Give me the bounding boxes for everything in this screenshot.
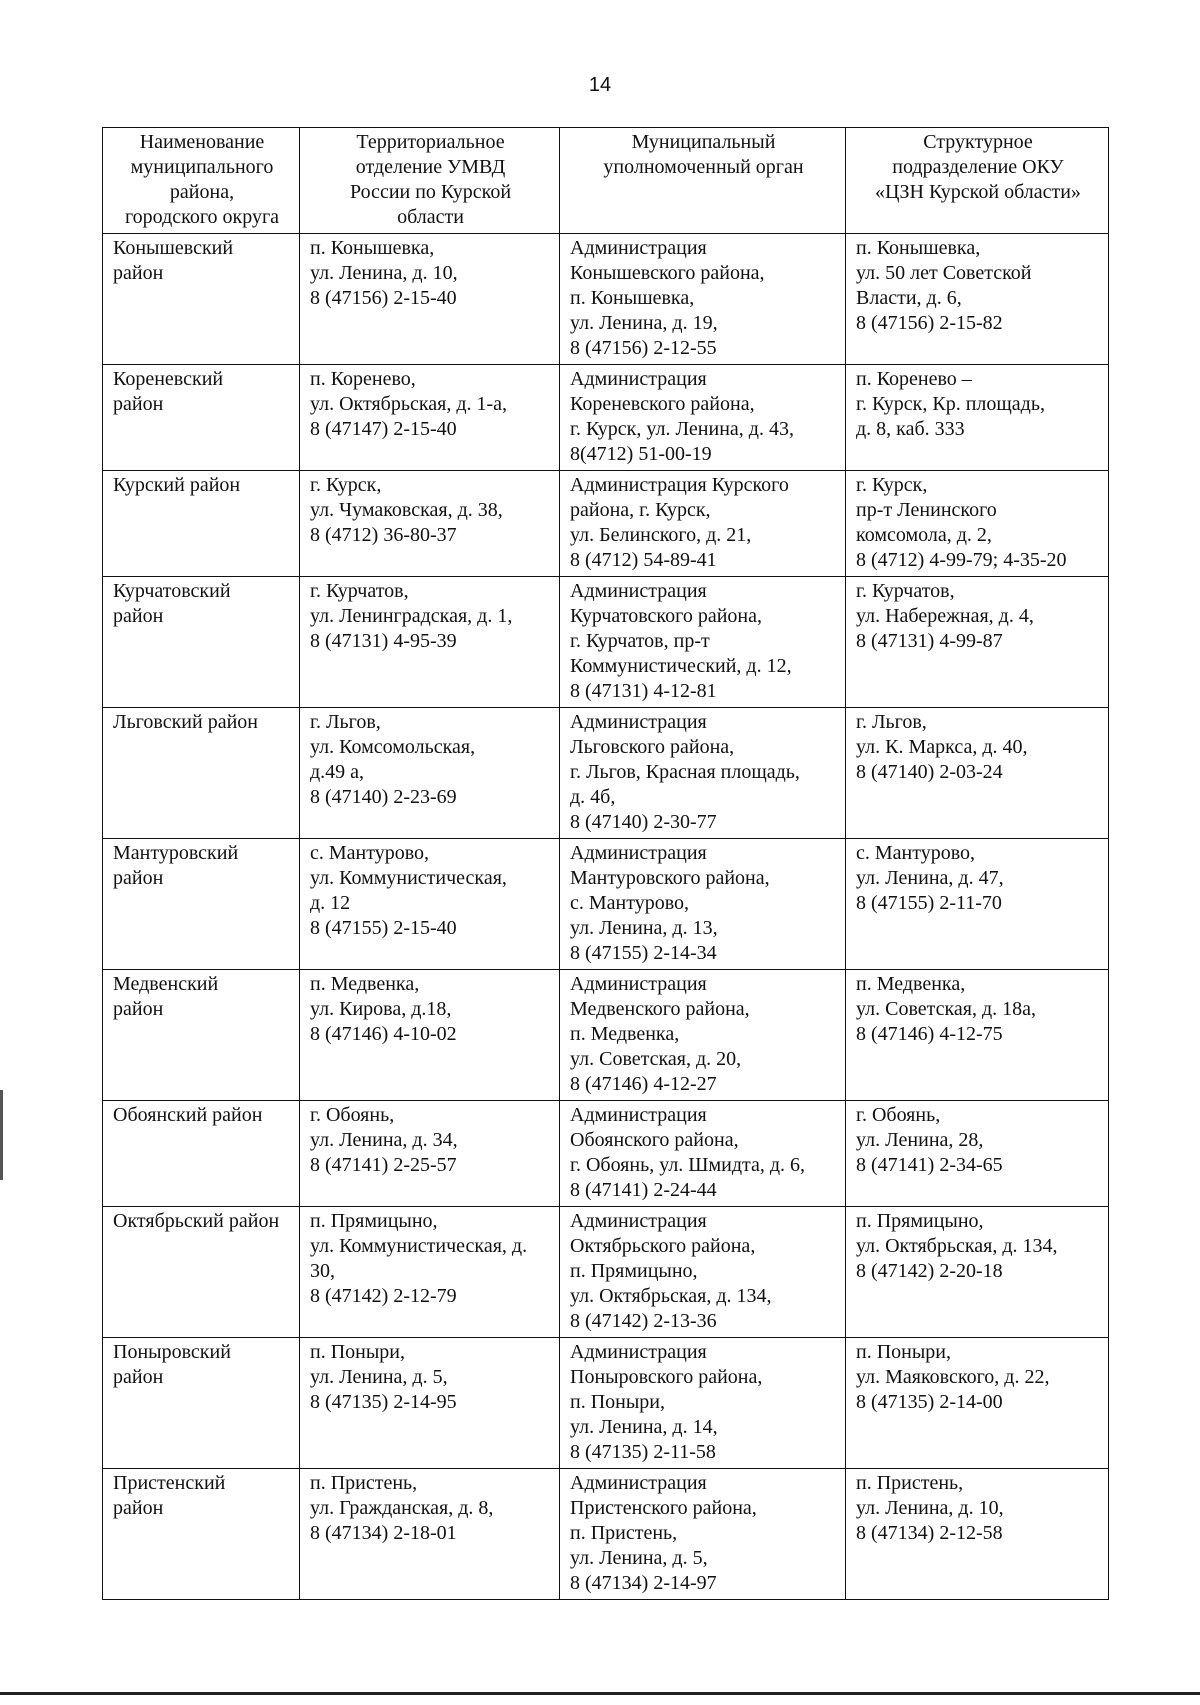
cell-line: п. Конышевка,: [856, 237, 981, 259]
cell-line: ул. Октябрьская, д. 134,: [856, 1235, 1058, 1257]
cell-line: Обоянского района,: [570, 1129, 739, 1151]
cell-municipal-authority: [560, 1469, 846, 1600]
cell-police-department: [300, 839, 560, 970]
cell-line: район: [113, 605, 164, 627]
table-row: [103, 1207, 1109, 1338]
cell-line: п. Конышевка,: [570, 287, 695, 309]
cell-line: п. Пристень,: [570, 1522, 678, 1544]
header-line: района,: [169, 181, 235, 203]
table-row: [103, 234, 1109, 365]
cell-line: Конышевского района,: [570, 262, 765, 284]
scan-edge-mark: [0, 1090, 3, 1180]
cell-line: район: [113, 262, 164, 284]
cell-line: комсомола, д. 2,: [856, 524, 992, 546]
table-row: [103, 970, 1109, 1101]
cell-line: с. Мантурово,: [856, 842, 976, 864]
cell-line: 8 (47140) 2-23-69: [310, 786, 457, 808]
cell-line: Администрация: [570, 973, 707, 995]
header-line: отделение УМВД: [355, 156, 506, 178]
bottom-rule: [0, 1692, 1200, 1695]
cell-line: 8 (47140) 2-03-24: [856, 761, 1003, 783]
cell-municipal-authority: [560, 708, 846, 839]
cell-line: Пристенского района,: [570, 1497, 757, 1519]
cell-line: ул. Ленина, д. 13,: [570, 917, 718, 939]
cell-employment-center: [846, 970, 1109, 1101]
cell-district-name: [103, 577, 300, 708]
cell-line: ул. К. Маркса, д. 40,: [856, 736, 1028, 758]
cell-line: Поныровского района,: [570, 1366, 763, 1388]
cell-line: ул. Коммунистическая, д.: [310, 1235, 528, 1257]
cell-line: Администрация: [570, 1104, 707, 1126]
cell-line: п. Поныри,: [856, 1341, 951, 1363]
cell-line: 8 (47135) 2-14-95: [310, 1391, 457, 1413]
cell-line: ул. Коммунистическая,: [310, 867, 507, 889]
header-line: Муниципальный: [631, 131, 776, 153]
cell-line: 8 (47134) 2-14-97: [570, 1572, 717, 1594]
cell-line: г. Курск, Кр. площадь,: [856, 393, 1045, 415]
table-row: [103, 471, 1109, 577]
header-line: муниципального: [130, 156, 274, 178]
cell-line: п. Прямицыно,: [570, 1260, 698, 1282]
cell-line: п. Поныри,: [570, 1391, 665, 1413]
cell-line: 8 (47146) 4-12-75: [856, 1023, 1003, 1045]
cell-line: Поныровский: [113, 1341, 231, 1363]
cell-line: Мантуровский: [113, 842, 239, 864]
cell-line: 8 (47134) 2-12-58: [856, 1522, 1003, 1544]
cell-line: г. Курчатов,: [310, 580, 409, 602]
table-row: [103, 1469, 1109, 1600]
cell-line: Октябрьского района,: [570, 1235, 756, 1257]
cell-line: г. Курчатов, пр-т: [570, 630, 710, 652]
cell-employment-center: [846, 839, 1109, 970]
cell-police-department: [300, 234, 560, 365]
cell-line: 8 (47146) 4-10-02: [310, 1023, 457, 1045]
cell-line: п. Пристень,: [310, 1472, 418, 1494]
cell-line: район: [113, 867, 164, 889]
cell-line: п. Коренево –: [856, 368, 972, 390]
cell-line: 8 (47147) 2-15-40: [310, 418, 457, 440]
cell-employment-center: [846, 471, 1109, 577]
header-cell-district-name: [103, 128, 300, 234]
cell-line: 8 (47141) 2-34-65: [856, 1154, 1003, 1176]
cell-employment-center: [846, 708, 1109, 839]
cell-line: Медвенский: [113, 973, 219, 995]
cell-line: ул. Ленинградская, д. 1,: [310, 605, 513, 627]
cell-line: г. Льгов, Красная площадь,: [570, 761, 800, 783]
cell-line: г. Обоянь,: [856, 1104, 941, 1126]
cell-line: 8 (47155) 2-15-40: [310, 917, 457, 939]
header-line: России по Курской: [349, 181, 512, 203]
cell-line: с. Мантурово,: [310, 842, 430, 864]
cell-district-name: [103, 471, 300, 577]
table-row: [103, 708, 1109, 839]
cell-line: 8 (47135) 2-11-58: [570, 1441, 716, 1463]
cell-line: ул. 50 лет Советской: [856, 262, 1032, 284]
cell-line: 8 (47131) 4-12-81: [570, 680, 717, 702]
cell-district-name: [103, 970, 300, 1101]
cell-employment-center: [846, 1101, 1109, 1207]
cell-district-name: [103, 1338, 300, 1469]
cell-line: п. Медвенка,: [856, 973, 966, 995]
cell-line: района, г. Курск,: [570, 499, 711, 521]
cell-line: 8 (4712) 4-99-79; 4-35-20: [856, 549, 1067, 571]
header-line: «ЦЗН Курской области»: [875, 181, 1081, 203]
cell-employment-center: [846, 577, 1109, 708]
cell-employment-center: [846, 1207, 1109, 1338]
cell-district-name: [103, 1207, 300, 1338]
cell-line: ул. Ленина, д. 14,: [570, 1416, 718, 1438]
cell-line: ул. Ленина, 28,: [856, 1129, 984, 1151]
cell-line: д. 8, каб. 333: [856, 418, 965, 440]
cell-line: район: [113, 998, 164, 1020]
cell-police-department: [300, 577, 560, 708]
table-row: [103, 1101, 1109, 1207]
cell-police-department: [300, 365, 560, 471]
cell-line: Медвенского района,: [570, 998, 750, 1020]
cell-line: 8 (47142) 2-13-36: [570, 1310, 717, 1332]
cell-line: г. Курск, ул. Ленина, д. 43,: [570, 418, 794, 440]
cell-line: Октябрьский район: [113, 1210, 280, 1232]
cell-line: ул. Ленина, д. 10,: [856, 1497, 1004, 1519]
cell-line: Коммунистический, д. 12,: [570, 655, 792, 677]
cell-line: ул. Советская, д. 18а,: [856, 998, 1037, 1020]
cell-line: пр-т Ленинского: [856, 499, 997, 521]
cell-line: г. Обоянь,: [310, 1104, 395, 1126]
page-number: 14: [588, 74, 612, 96]
header-line: городского округа: [124, 206, 280, 228]
cell-line: Льговского района,: [570, 736, 735, 758]
header-cell-employment-center: [846, 128, 1109, 234]
cell-line: п. Пристень,: [856, 1472, 964, 1494]
cell-police-department: [300, 1338, 560, 1469]
cell-line: п. Медвенка,: [570, 1023, 680, 1045]
cell-line: п. Конышевка,: [310, 237, 435, 259]
cell-line: 8 (4712) 54-89-41: [570, 549, 717, 571]
cell-line: Льговский район: [113, 711, 258, 733]
cell-line: Курчатовского района,: [570, 605, 763, 627]
cell-line: г. Льгов,: [310, 711, 381, 733]
cell-line: 8 (47142) 2-20-18: [856, 1260, 1003, 1282]
cell-district-name: [103, 1101, 300, 1207]
table-row: [103, 365, 1109, 471]
cell-employment-center: [846, 1338, 1109, 1469]
cell-line: Конышевский: [113, 237, 234, 259]
cell-line: ул. Набережная, д. 4,: [856, 605, 1034, 627]
cell-line: 8 (47131) 4-99-87: [856, 630, 1003, 652]
cell-line: 8 (4712) 36-80-37: [310, 524, 457, 546]
cell-line: г. Обоянь, ул. Шмидта, д. 6,: [570, 1154, 806, 1176]
cell-line: ул. Ленина, д. 5,: [570, 1547, 708, 1569]
cell-line: Кореневский: [113, 368, 224, 390]
cell-line: Администрация: [570, 1210, 707, 1232]
cell-line: 8 (47141) 2-24-44: [570, 1179, 717, 1201]
cell-employment-center: [846, 234, 1109, 365]
cell-line: ул. Маяковского, д. 22,: [856, 1366, 1050, 1388]
cell-line: 30,: [310, 1260, 335, 1282]
header-row: [103, 128, 1109, 234]
cell-municipal-authority: [560, 471, 846, 577]
cell-line: район: [113, 1366, 164, 1388]
cell-line: 8 (47141) 2-25-57: [310, 1154, 457, 1176]
cell-line: 8 (47131) 4-95-39: [310, 630, 457, 652]
cell-municipal-authority: [560, 577, 846, 708]
cell-line: д. 12: [310, 892, 351, 914]
cell-employment-center: [846, 1469, 1109, 1600]
cell-line: ул. Чумаковская, д. 38,: [310, 499, 503, 521]
cell-line: г. Курчатов,: [856, 580, 955, 602]
table-row: [103, 839, 1109, 970]
cell-line: ул. Октябрьская, д. 1-а,: [310, 393, 508, 415]
header-line: области: [397, 206, 464, 228]
cell-line: Администрация: [570, 1341, 707, 1363]
cell-line: район: [113, 393, 164, 415]
cell-line: 8 (47134) 2-18-01: [310, 1522, 457, 1544]
cell-line: п. Прямицыно,: [310, 1210, 438, 1232]
cell-line: ул. Кирова, д.18,: [310, 998, 452, 1020]
header-line: подразделение ОКУ: [892, 156, 1064, 178]
cell-line: д.49 а,: [310, 761, 365, 783]
cell-line: п. Прямицыно,: [856, 1210, 984, 1232]
cell-line: 8 (47155) 2-14-34: [570, 942, 717, 964]
cell-line: Администрация Курского: [570, 474, 789, 496]
cell-line: ул. Белинского, д. 21,: [570, 524, 752, 546]
header-cell-police-department: [300, 128, 560, 234]
cell-line: Администрация: [570, 1472, 707, 1494]
cell-line: п. Поныри,: [310, 1341, 405, 1363]
cell-district-name: [103, 1469, 300, 1600]
cell-line: г. Курск,: [856, 474, 928, 496]
cell-line: ул. Октябрьская, д. 134,: [570, 1285, 772, 1307]
cell-line: Мантуровского района,: [570, 867, 770, 889]
header-line: Структурное: [923, 131, 1033, 153]
cell-district-name: [103, 708, 300, 839]
cell-district-name: [103, 365, 300, 471]
header-cell-municipal-authority: [560, 128, 846, 234]
cell-police-department: [300, 471, 560, 577]
cell-municipal-authority: [560, 839, 846, 970]
cell-police-department: [300, 1207, 560, 1338]
cell-line: 8(4712) 51-00-19: [570, 443, 712, 465]
contacts-table: [102, 127, 1109, 1600]
cell-line: 8 (47155) 2-11-70: [856, 892, 1002, 914]
cell-line: Курчатовский: [113, 580, 231, 602]
table-body: [103, 234, 1109, 1600]
cell-line: 8 (47142) 2-12-79: [310, 1285, 457, 1307]
cell-line: Обоянский район: [113, 1104, 263, 1126]
cell-municipal-authority: [560, 1207, 846, 1338]
cell-municipal-authority: [560, 365, 846, 471]
cell-line: 8 (47156) 2-15-82: [856, 312, 1003, 334]
cell-line: 8 (47156) 2-15-40: [310, 287, 457, 309]
cell-municipal-authority: [560, 1101, 846, 1207]
cell-municipal-authority: [560, 970, 846, 1101]
cell-line: ул. Ленина, д. 34,: [310, 1129, 458, 1151]
cell-line: 8 (47140) 2-30-77: [570, 811, 717, 833]
cell-line: Власти, д. 6,: [856, 287, 962, 309]
cell-district-name: [103, 839, 300, 970]
cell-line: Кореневского района,: [570, 393, 755, 415]
cell-line: Администрация: [570, 368, 707, 390]
cell-line: Администрация: [570, 580, 707, 602]
cell-line: ул. Ленина, д. 10,: [310, 262, 458, 284]
table-row: [103, 1338, 1109, 1469]
cell-line: Администрация: [570, 842, 707, 864]
cell-line: п. Медвенка,: [310, 973, 420, 995]
table-header: [103, 128, 1109, 234]
cell-line: ул. Комсомольская,: [310, 736, 476, 758]
cell-district-name: [103, 234, 300, 365]
cell-line: ул. Гражданская, д. 8,: [310, 1497, 494, 1519]
cell-line: район: [113, 1497, 164, 1519]
cell-municipal-authority: [560, 234, 846, 365]
cell-line: Администрация: [570, 711, 707, 733]
table-row: [103, 577, 1109, 708]
cell-line: д. 4б,: [570, 786, 616, 808]
cell-line: п. Коренево,: [310, 368, 416, 390]
cell-police-department: [300, 1469, 560, 1600]
cell-employment-center: [846, 365, 1109, 471]
cell-line: ул. Ленина, д. 19,: [570, 312, 718, 334]
header-line: Территориальное: [356, 131, 505, 153]
cell-line: г. Курск,: [310, 474, 382, 496]
cell-line: ул. Ленина, д. 47,: [856, 867, 1004, 889]
cell-municipal-authority: [560, 1338, 846, 1469]
cell-line: Курский район: [113, 474, 241, 496]
cell-line: Пристенский: [113, 1472, 226, 1494]
cell-line: ул. Советская, д. 20,: [570, 1048, 742, 1070]
cell-line: Администрация: [570, 237, 707, 259]
cell-police-department: [300, 708, 560, 839]
cell-police-department: [300, 970, 560, 1101]
cell-line: 8 (47135) 2-14-00: [856, 1391, 1003, 1413]
cell-line: ул. Ленина, д. 5,: [310, 1366, 448, 1388]
cell-line: 8 (47146) 4-12-27: [570, 1073, 717, 1095]
cell-line: 8 (47156) 2-12-55: [570, 337, 717, 359]
header-line: уполномоченный орган: [603, 156, 804, 178]
cell-line: г. Льгов,: [856, 711, 927, 733]
header-line: Наименование: [139, 131, 265, 153]
cell-police-department: [300, 1101, 560, 1207]
cell-line: с. Мантурово,: [570, 892, 690, 914]
